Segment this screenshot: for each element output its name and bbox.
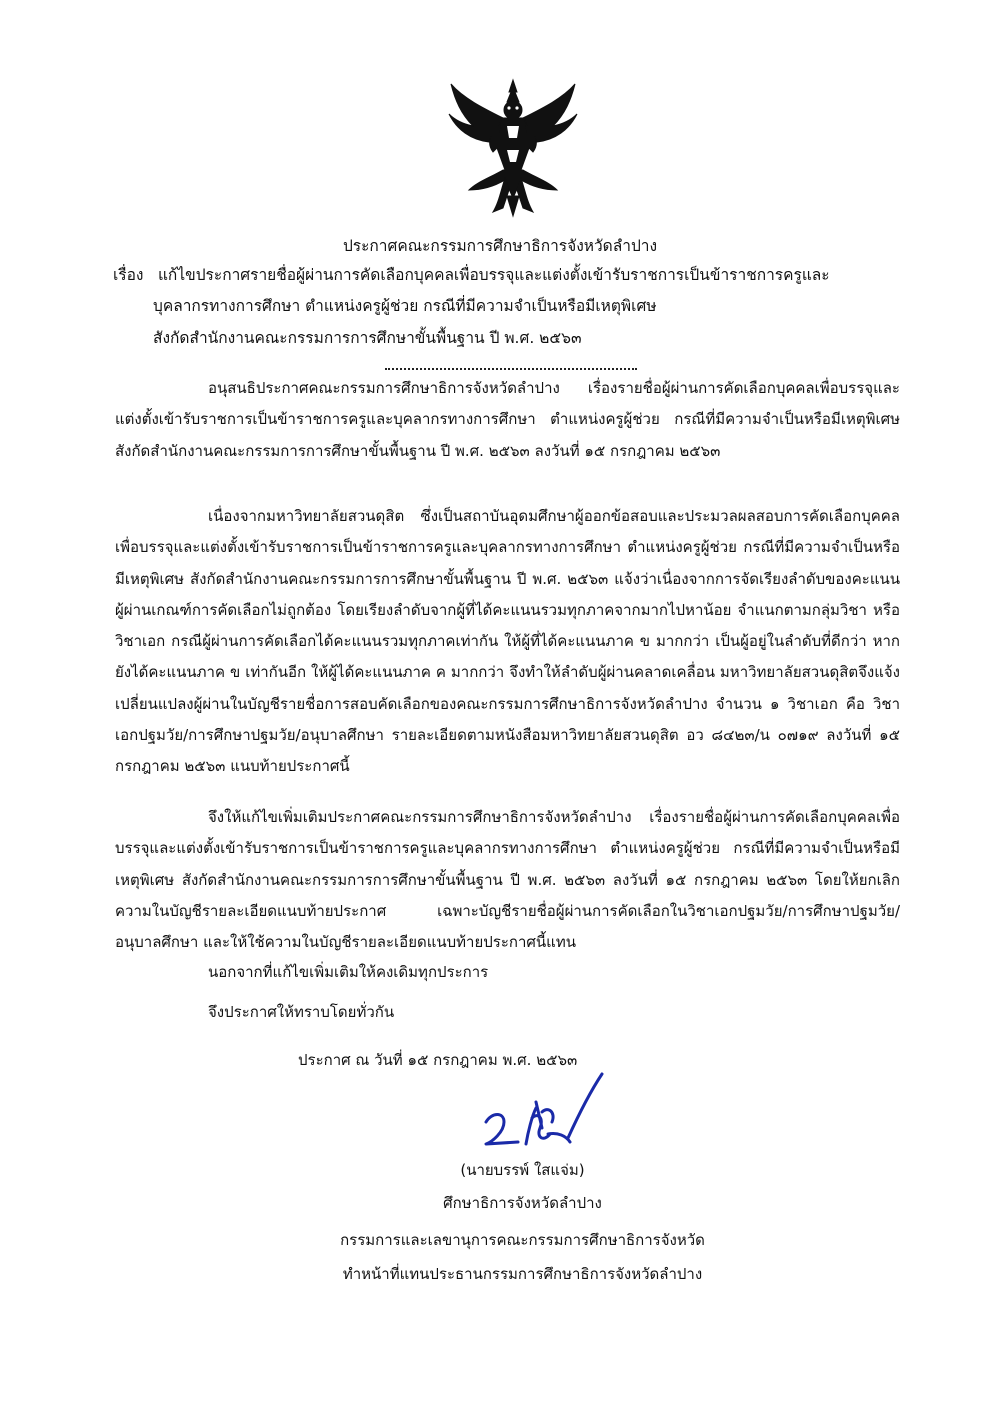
signatory-title-3: ทำหน้าที่แทนประธานกรรมการศึกษาธิการจังหวัดลำปาง [342, 1265, 703, 1283]
subject-line-2 [153, 293, 657, 318]
line-unchanged: นอกจากที่แก้ไขเพิ่มเติมให้คงเดิมทุกประการ [208, 963, 489, 981]
line-announce: จึงประกาศให้ทราบโดยทั่วกัน [208, 1003, 395, 1021]
subject-text-1: แก้ไขประกาศรายชื่อผู้ผ่านการคัดเลือกบุคคลเพื่อบรรจุและแต่งตั้งเข้ารับราชการเป็นข้าราชการครูและ [157, 266, 830, 284]
separator-dotted-line [385, 368, 637, 370]
paragraph-reason: เนื่องจากมหาวิทยาลัยสวนดุสิต ซึ่งเป็นสถาบันอุดมศึกษาผู้ออกข้อสอบและประมวลผลสอบการคัดเลือกบุคคลเพื่อบรรจุและแต่งตั้งเข้ารับราชการเป็นข้าราชการครูและบุคลากรทางการศึกษา ตำแหน่งครูผู้ช่วย กรณีที่มีความจำเป็นหรือมีเหตุพิเศษ สังกัดสำนักงานคณะกรรมการการศึกษาขั้นพื้นฐาน ปี พ.ศ. ๒๕๖๓ แจ้งว่าเนื่องจากการจัดเรียงลำดับของคะแนนผู้ผ่านเกณฑ์การคัดเลือกไม่ถูกต้อง โดยเรียงลำดับจากผู้ที่ได้คะแนนรวมทุกภาคจากมากไปหาน้อย จำแนกตามกลุ่มวิชา หรือวิชาเอก กรณีผู้ผ่านการคัดเลือกได้คะแนนรวมทุกภาคเท่ากัน ให้ผู้ที่ได้คะแนนภาค ข มากกว่า เป็นผู้อยู่ในลำดับที่ดีกว่า หากยังได้คะแนนภาค ข เท่ากันอีก ให้ผู้ได้คะแนนภาค ค มากกว่า จึงทำให้ลำดับผู้ผ่านคลาดเคลื่อน มหาวิทยาลัยสวนดุสิตจึงแจ้งเปลี่ยนแปลงผู้ผ่านในบัญชีรายชื่อการสอบคัดเลือกของคณะกรรมการศึกษาธิการจังหวัดลำปาง จำนวน ๑ วิชาเอก คือ วิชาเอกปฐมวัย/การศึกษาปฐมวัย/อนุบาลศึกษา รายละเอียดตามหนังสือมหาวิทยาลัยสวนดุสิต อว ๘๔๒๓/น ๐๗๑๙ ลงวันที่ ๑๕ กรกฎาคม ๒๕๖๓ แนบท้ายประกาศนี้ [115, 507, 900, 776]
handwritten-signature [478, 1072, 608, 1162]
paragraph-reference: อนุสนธิประกาศคณะกรรมการศึกษาธิการจังหวัดลำปาง เรื่องรายชื่อผู้ผ่านการคัดเลือกบุคคลเพื่อบรรจุและแต่งตั้งเข้ารับราชการเป็นข้าราชการครูและบุคลากรทางการศึกษา ตำแหน่งครูผู้ช่วย กรณีที่มีความจำเป็นหรือมีเหตุพิเศษ สังกัดสำนักงานคณะกรรมการการศึกษาขั้นพื้นฐาน ปี พ.ศ. ๒๕๖๓ ลงวันที่ ๑๕ กรกฎาคม ๒๕๖๓ [115, 379, 900, 460]
garuda-emblem [443, 78, 583, 218]
subject-line-1 [113, 262, 830, 287]
announcement-issuer: ประกาศคณะกรรมการศึกษาธิการจังหวัดลำปาง [342, 237, 658, 255]
subject-label: เรื่อง [113, 266, 144, 284]
signatory-name: (นายบรรพ์ ใสแจ่ม) [460, 1161, 585, 1179]
announcement-date: ประกาศ ณ วันที่ ๑๕ กรกฎาคม พ.ศ. ๒๕๖๓ [298, 1051, 578, 1069]
signatory-title-2: กรรมการและเลขานุการคณะกรรมการศึกษาธิการจังหวัด [340, 1231, 705, 1249]
subject-line-3 [153, 325, 582, 350]
subject-text-3: สังกัดสำนักงานคณะกรรมการการศึกษาขั้นพื้นฐาน ปี พ.ศ. ๒๕๖๓ [153, 329, 582, 347]
signatory-title-1: ศึกษาธิการจังหวัดลำปาง [443, 1194, 602, 1212]
subject-text-2: บุคลากรทางการศึกษา ตำแหน่งครูผู้ช่วย กรณีที่มีความจำเป็นหรือมีเหตุพิเศษ [153, 297, 657, 315]
paragraph-amendment: จึงให้แก้ไขเพิ่มเติมประกาศคณะกรรมการศึกษาธิการจังหวัดลำปาง เรื่องรายชื่อผู้ผ่านการคัดเลือกบุคคลเพื่อบรรจุและแต่งตั้งเข้ารับราชการเป็นข้าราชการครูและบุคลากรทางการศึกษา ตำแหน่งครูผู้ช่วย กรณีที่มีความจำเป็นหรือมีเหตุพิเศษ สังกัดสำนักงานคณะกรรมการการศึกษาขั้นพื้นฐาน ปี พ.ศ. ๒๕๖๓ ลงวันที่ ๑๕ กรกฎาคม ๒๕๖๓ โดยให้ยกเลิกความในบัญชีรายละเอียดแนบท้ายประกาศ เฉพาะบัญชีรายชื่อผู้ผ่านการคัดเลือกในวิชาเอกปฐมวัย/การศึกษาปฐมวัย/อนุบาลศึกษา และให้ใช้ความในบัญชีรายละเอียดแนบท้ายประกาศนี้แทน [115, 808, 900, 952]
